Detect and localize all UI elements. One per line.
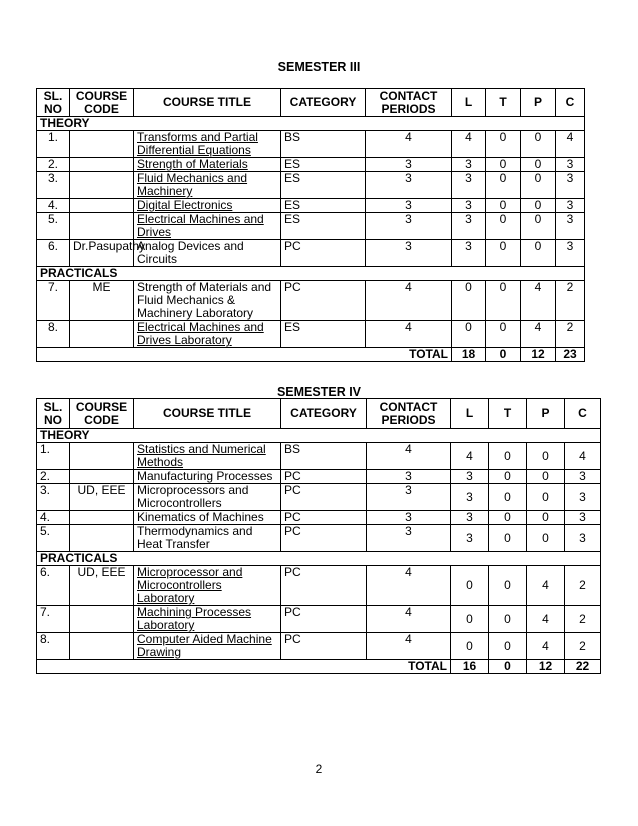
col-l: L [452,89,486,117]
table-row [37,213,585,240]
cell-p: 4 [527,566,565,606]
cell-code: UD, EEE [70,484,134,511]
cell-code [70,131,134,158]
cell-c: 4 [556,131,585,158]
cell-l: 3 [451,525,489,552]
table-row [37,172,585,199]
table-row [37,511,601,525]
col-title: COURSE TITLE [134,89,281,117]
cell-l: 3 [452,199,486,213]
cell-t: 0 [486,281,521,321]
cell-c: 2 [565,633,601,660]
cell-title: Electrical Machines and Drives Laboratory [134,321,281,348]
cell-title: Kinematics of Machines [134,511,281,525]
cell-t: 0 [489,566,527,606]
col-c: C [565,399,601,429]
col-category: CATEGORY [281,89,366,117]
cell-l: 0 [451,566,489,606]
cell-title: Electrical Machines and Drives [134,213,281,240]
col-sl: SL. NO [37,89,70,117]
cell-contact: 3 [367,484,451,511]
cell-p: 0 [527,470,565,484]
cell-l: 3 [451,470,489,484]
cell-code: UD, EEE [70,566,134,606]
cell-t: 0 [489,633,527,660]
section-practicals: PRACTICALS [37,552,601,566]
cell-c: 3 [556,199,585,213]
section-theory: THEORY [37,117,585,131]
cell-c: 2 [556,281,585,321]
cell-t: 0 [489,511,527,525]
cell-contact: 3 [366,199,452,213]
cell-l: 0 [452,321,486,348]
semester-3-table [36,88,585,362]
cell-l: 3 [452,240,486,267]
cell-code [70,606,134,633]
cell-code: ME [70,281,134,321]
cell-c: 3 [565,484,601,511]
cell-sl: 3. [37,484,70,511]
col-code: COURSE CODE [70,89,134,117]
table-row [37,131,585,158]
total-l: 18 [452,348,486,362]
cell-code [70,158,134,172]
cell-category: PC [281,484,367,511]
cell-contact: 4 [366,281,452,321]
cell-l: 0 [452,281,486,321]
table-row [37,158,585,172]
cell-contact: 3 [366,213,452,240]
cell-category: PC [281,511,367,525]
table-row [37,525,601,552]
cell-sl: 7. [37,281,70,321]
cell-contact: 3 [366,172,452,199]
col-sl: SL. NO [37,399,70,429]
cell-l: 3 [452,158,486,172]
cell-code [70,199,134,213]
cell-title: Microprocessors and Microcontrollers [134,484,281,511]
col-code: COURSE CODE [70,399,134,429]
cell-sl: 8. [37,633,70,660]
cell-contact: 3 [367,525,451,552]
cell-contact: 4 [367,443,451,470]
cell-contact: 3 [366,240,452,267]
cell-p: 0 [521,240,556,267]
cell-category: PC [281,566,367,606]
cell-contact: 3 [367,470,451,484]
cell-l: 3 [451,511,489,525]
cell-sl: 2. [37,470,70,484]
table-row [37,566,601,606]
table-row [37,281,585,321]
cell-category: PC [281,525,367,552]
table-row [37,443,601,470]
cell-category: BS [281,131,366,158]
cell-t: 0 [486,240,521,267]
col-c: C [556,89,585,117]
cell-p: 0 [527,484,565,511]
cell-t: 0 [486,158,521,172]
cell-title: Thermodynamics and Heat Transfer [134,525,281,552]
total-t: 0 [489,660,527,674]
cell-code [70,633,134,660]
cell-title: Digital Electronics [134,199,281,213]
total-c: 22 [565,660,601,674]
cell-c: 3 [556,240,585,267]
cell-contact: 4 [367,566,451,606]
cell-category: ES [281,158,366,172]
cell-p: 0 [521,213,556,240]
cell-l: 0 [451,633,489,660]
cell-c: 2 [565,566,601,606]
cell-category: ES [281,213,366,240]
table-row [37,606,601,633]
table-row [37,484,601,511]
cell-t: 0 [486,131,521,158]
col-contact: CONTACT PERIODS [367,399,451,429]
cell-title: Statistics and Numerical Methods [134,443,281,470]
cell-p: 0 [521,131,556,158]
cell-code [70,470,134,484]
total-label: TOTAL [37,660,451,674]
cell-category: PC [281,633,367,660]
col-l: L [451,399,489,429]
cell-c: 3 [556,172,585,199]
sem3-theory-rows [37,131,585,267]
cell-sl: 1. [37,131,70,158]
cell-p: 0 [527,511,565,525]
header-row [37,399,601,429]
cell-code [70,511,134,525]
cell-p: 0 [527,525,565,552]
cell-p: 4 [527,606,565,633]
cell-code [70,321,134,348]
cell-sl: 6. [37,240,70,267]
table-row [37,199,585,213]
cell-contact: 4 [367,606,451,633]
col-p: P [521,89,556,117]
table-row [37,321,585,348]
sem4-practical-rows [37,566,601,660]
col-t: T [486,89,521,117]
cell-t: 0 [489,443,527,470]
cell-category: ES [281,199,366,213]
cell-c: 2 [556,321,585,348]
cell-p: 0 [521,199,556,213]
total-t: 0 [486,348,521,362]
cell-p: 4 [521,281,556,321]
cell-c: 3 [556,213,585,240]
cell-title: Manufacturing Processes [134,470,281,484]
cell-c: 3 [565,470,601,484]
cell-title: Strength of Materials and Fluid Mechanics & Machinery Laboratory [134,281,281,321]
cell-category: BS [281,443,367,470]
total-row [37,348,585,362]
total-label: TOTAL [37,348,452,362]
cell-t: 0 [486,213,521,240]
col-category: CATEGORY [281,399,367,429]
table-row [37,633,601,660]
cell-category: PC [281,240,366,267]
cell-contact: 3 [366,158,452,172]
cell-contact: 4 [367,633,451,660]
section-practicals: PRACTICALS [37,267,585,281]
cell-category: ES [281,172,366,199]
cell-sl: 8. [37,321,70,348]
cell-title: Strength of Materials [134,158,281,172]
cell-code [70,213,134,240]
col-contact: CONTACT PERIODS [366,89,452,117]
col-t: T [489,399,527,429]
cell-title: Machining Processes Laboratory [134,606,281,633]
cell-contact: 4 [366,321,452,348]
table-row [37,240,585,267]
col-title: COURSE TITLE [134,399,281,429]
cell-code [70,172,134,199]
cell-c: 3 [565,525,601,552]
semester-4-table [36,398,601,674]
cell-contact: 3 [367,511,451,525]
cell-category: ES [281,321,366,348]
total-l: 16 [451,660,489,674]
semester-4-title: SEMESTER IV [276,385,362,399]
cell-title: Computer Aided Machine Drawing [134,633,281,660]
cell-code [70,525,134,552]
cell-l: 3 [451,484,489,511]
cell-sl: 5. [37,525,70,552]
semester-3-title: SEMESTER III [277,60,361,74]
cell-p: 4 [521,321,556,348]
cell-c: 3 [556,158,585,172]
cell-sl: 7. [37,606,70,633]
cell-title: Transforms and Partial Differential Equations [134,131,281,158]
cell-p: 4 [527,633,565,660]
cell-t: 0 [486,199,521,213]
total-row [37,660,601,674]
cell-title: Fluid Mechanics and Machinery [134,172,281,199]
cell-t: 0 [489,470,527,484]
cell-l: 3 [452,213,486,240]
cell-t: 0 [489,606,527,633]
cell-l: 3 [452,172,486,199]
cell-code [70,443,134,470]
cell-c: 2 [565,606,601,633]
cell-sl: 3. [37,172,70,199]
table-row [37,470,601,484]
cell-sl: 2. [37,158,70,172]
cell-t: 0 [486,321,521,348]
cell-p: 0 [527,443,565,470]
cell-t: 0 [486,172,521,199]
cell-contact: 4 [366,131,452,158]
total-p: 12 [521,348,556,362]
cell-t: 0 [489,484,527,511]
cell-sl: 4. [37,511,70,525]
cell-category: PC [281,606,367,633]
cell-sl: 4. [37,199,70,213]
cell-title: Microprocessor and Microcontrollers Laboratory [134,566,281,606]
cell-sl: 1. [37,443,70,470]
sem4-theory-rows [37,443,601,552]
total-p: 12 [527,660,565,674]
cell-c: 3 [565,511,601,525]
cell-title: Analog Devices and Circuits [134,240,281,267]
cell-p: 0 [521,172,556,199]
page-number: 2 [315,762,323,776]
cell-l: 0 [451,606,489,633]
cell-category: PC [281,281,366,321]
cell-t: 0 [489,525,527,552]
cell-l: 4 [451,443,489,470]
section-theory: THEORY [37,429,601,443]
cell-c: 4 [565,443,601,470]
total-c: 23 [556,348,585,362]
cell-sl: 6. [37,566,70,606]
cell-l: 4 [452,131,486,158]
cell-p: 0 [521,158,556,172]
cell-sl: 5. [37,213,70,240]
header-row [37,89,585,117]
cell-code: Dr.Pasupathy [70,240,134,267]
col-p: P [527,399,565,429]
sem3-practical-rows [37,281,585,348]
cell-category: PC [281,470,367,484]
